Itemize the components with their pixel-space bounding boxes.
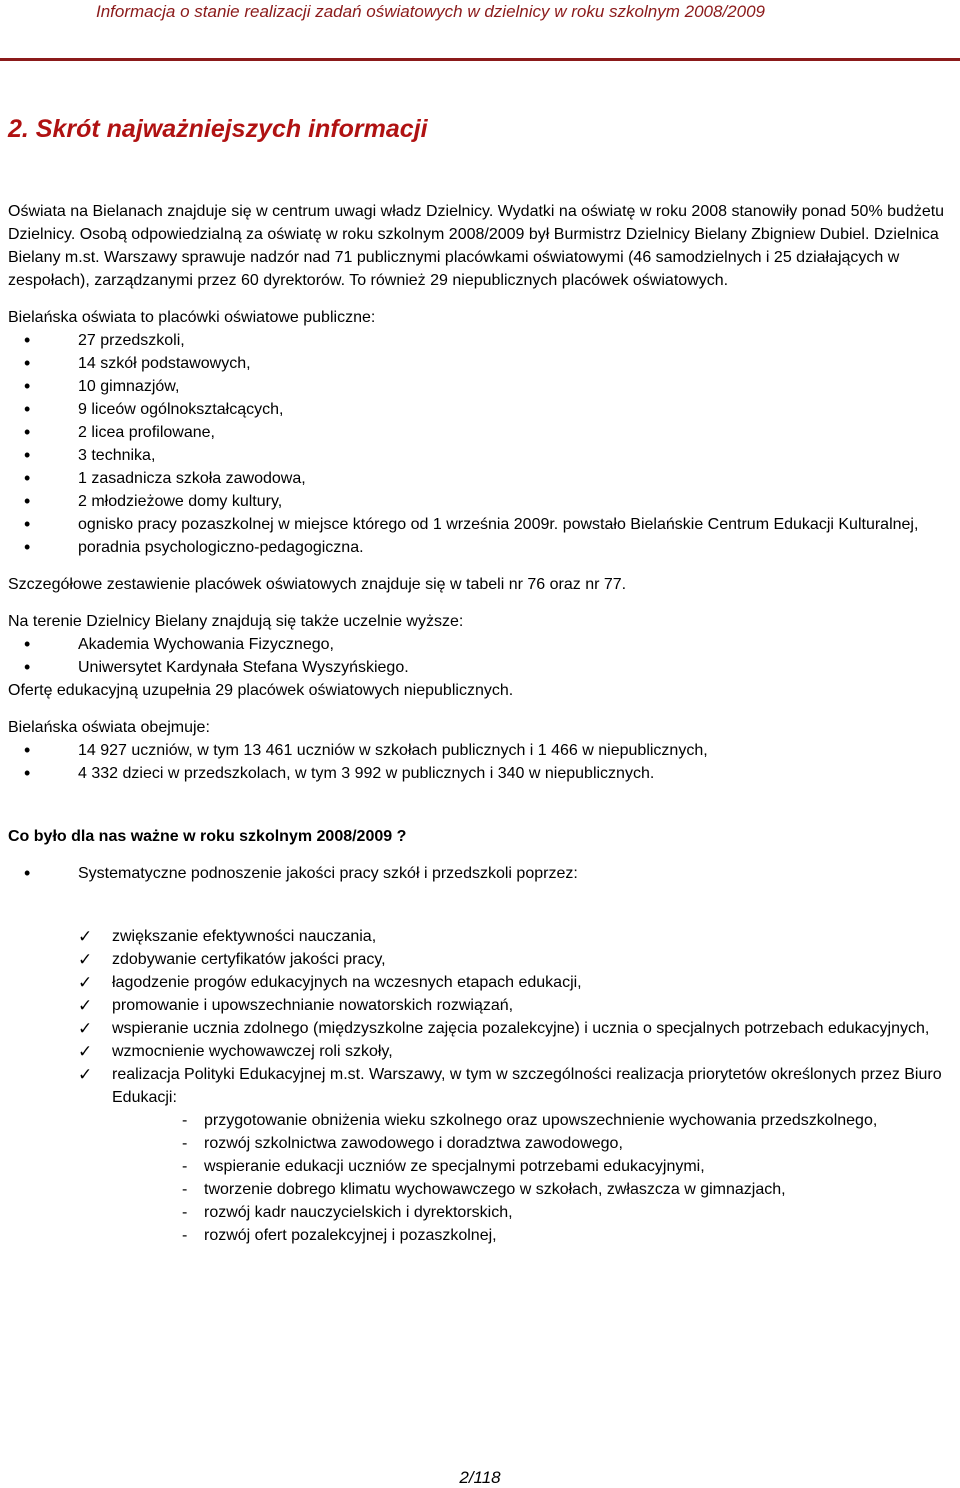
section-title: 2. Skrót najważniejszych informacji [8,115,428,143]
dash-item: - rozwój ofert pozalekcyjnej i pozaszkolnej, [8,1224,948,1247]
dash-item: - przygotowanie obniżenia wieku szkolnego oraz upowszechnienie wychowania przedszkolnego, [8,1109,948,1132]
universities-list [8,633,948,679]
priorities-main-list [8,862,948,885]
list-item: • 27 przedszkoli, [8,329,948,352]
dash-item: - tworzenie dobrego klimatu wychowawczego w szkołach, zwłaszcza w gimnazjach, [8,1178,948,1201]
dash-item: - rozwój szkolnictwa zawodowego i doradztwa zawodowego, [8,1132,948,1155]
page-number: 2/118 [459,1468,501,1487]
list-item: • 9 liceów ogólnokształcących, [8,398,948,421]
check-item: ✓ zwiększanie efektywności nauczania, [8,925,948,948]
document-body [8,200,948,1247]
list-item: • 1 zasadnicza szkoła zawodowa, [8,467,948,490]
list-item: • 14 szkół podstawowych, [8,352,948,375]
list-item: • 10 gimnazjów, [8,375,948,398]
list-item: • ognisko pracy pozaszkolnej w miejsce którego od 1 września 2009r. powstało Bielańskie Centrum Edukacji Kulturalnej, [8,513,948,536]
dash-item: - wspieranie edukacji uczniów ze specjalnymi potrzebami edukacyjnymi, [8,1155,948,1178]
list-item: • 2 licea profilowane, [8,421,948,444]
check-item: ✓ wzmocnienie wychowawczej roli szkoły, [8,1040,948,1063]
intro-paragraph: Oświata na Bielanach znajduje się w centrum uwagi władz Dzielnicy. Wydatki na oświatę w roku 2008 stanowiły ponad 50% budżetu Dzielnicy. Osobą odpowiedzialną za oświatę w roku szkolnym 2008/2009 był Burmistrz Dzielnicy Bielany Zbigniew Dubiel. Dzielnica Bielany m.st. Warszawy sprawuje nadzór nad 71 publicznymi placówkami oświatowymi (46 samodzielnych i 25 działających w zespołach), zarządzanymi przez 60 dyrektorów. To również 29 niepublicznych placówek oświatowych. [8,203,945,289]
dash-item: - rozwój kadr nauczycielskich i dyrektorskich, [8,1201,948,1224]
check-item: ✓ łagodzenie progów edukacyjnych na wczesnych etapach edukacji, [8,971,948,994]
list-item: • 2 młodzieżowe domy kultury, [8,490,948,513]
list-item: • 14 927 uczniów, w tym 13 461 uczniów w szkołach publicznych i 1 466 w niepublicznych, [8,739,948,762]
check-item: ✓ promowanie i upowszechnianie nowatorskich rozwiązań, [8,994,948,1017]
coverage-heading: Bielańska oświata obejmuje: [8,719,210,736]
running-header: Informacja o stanie realizacji zadań oświatowych w dzielnicy w roku szkolnym 2008/2009 [96,2,765,21]
check-item: ✓ wspieranie ucznia zdolnego (międzyszkolne zajęcia pozalekcyjne) i ucznia o specjalnych potrzebach edukacyjnych, [8,1017,948,1040]
list-item: • Uniwersytet Kardynała Stefana Wyszyńskiego. [8,656,948,679]
universities-after: Ofertę edukacyjną uzupełnia 29 placówek oświatowych niepublicznych. [8,682,514,699]
list-item: • Akademia Wychowania Fizycznego, [8,633,948,656]
priorities-sub-list [8,1109,948,1247]
universities-heading: Na terenie Dzielnicy Bielany znajdują się także uczelnie wyższe: [8,613,464,630]
details-note: Szczegółowe zestawienie placówek oświatowych znajduje się w tabeli nr 76 oraz nr 77. [8,576,627,593]
list-item: • 3 technika, [8,444,948,467]
check-item: ✓ zdobywanie certyfikatów jakości pracy, [8,948,948,971]
public-institutions-heading: Bielańska oświata to placówki oświatowe publiczne: [8,309,376,326]
check-item: ✓ realizacja Polityki Edukacyjnej m.st. Warszawy, w tym w szczególności realizacja priorytetów określonych przez Biuro Edukacji: [8,1063,948,1109]
list-item: • 4 332 dzieci w przedszkolach, w tym 3 992 w publicznych i 340 w niepublicznych. [8,762,948,785]
coverage-list [8,739,948,785]
list-item: • poradnia psychologiczno-pedagogiczna. [8,536,948,559]
list-item: • Systematyczne podnoszenie jakości pracy szkół i przedszkoli poprzez: [8,862,948,885]
header-rule [0,58,960,61]
priorities-check-list [8,925,948,1109]
public-institutions-list [8,329,948,559]
priorities-heading: Co było dla nas ważne w roku szkolnym 2008/2009 ? [8,828,407,845]
